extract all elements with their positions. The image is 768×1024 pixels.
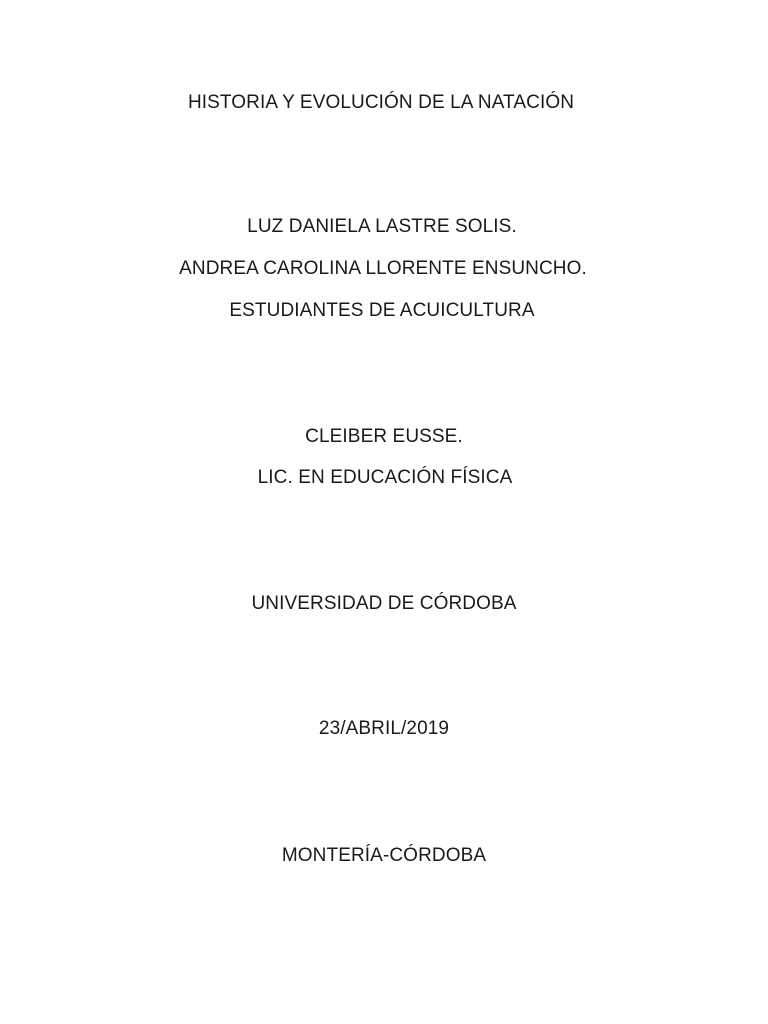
professor-name: CLEIBER EUSSE. <box>305 426 463 447</box>
author-name: LUZ DANIELA LASTRE SOLIS. <box>247 216 517 237</box>
document-date: 23/ABRIL/2019 <box>318 718 450 739</box>
document-city: MONTERÍA-CÓRDOBA <box>281 845 487 866</box>
authors-role: ESTUDIANTES DE ACUICULTURA <box>229 300 535 321</box>
professor-role: LIC. EN EDUCACIÓN FÍSICA <box>257 467 513 488</box>
document-title: HISTORIA Y EVOLUCIÓN DE LA NATACIÓN <box>187 92 575 113</box>
author-name: ANDREA CAROLINA LLORENTE ENSUNCHO. <box>179 258 587 279</box>
institution-name: UNIVERSIDAD DE CÓRDOBA <box>251 593 517 614</box>
